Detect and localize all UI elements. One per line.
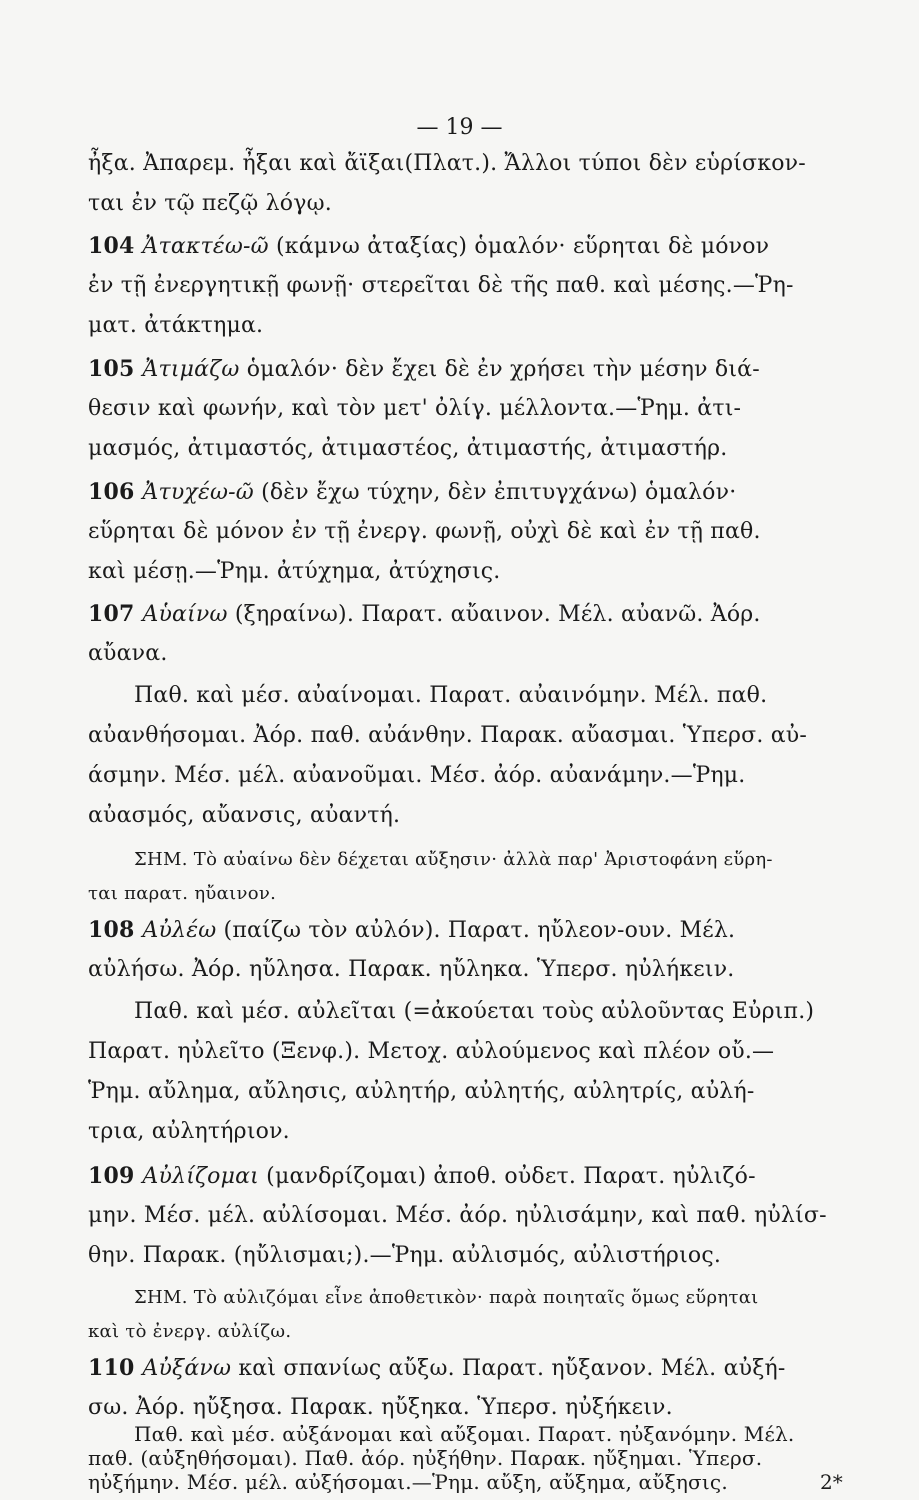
text-line: θην. Παρακ. (ηὔλισμαι;).—Ῥημ. αὐλισμός, αὐλιστήριος. — [88, 1243, 722, 1268]
text-line: Παθ. καὶ μέσ. αὐλεῖται (=ἀκούεται τοὺς αὐλοῦντας Εὐριπ.) — [134, 999, 815, 1024]
text-line: αὐασμός, αὔανσις, αὐαντή. — [88, 803, 401, 828]
entry-number: 105 — [88, 356, 143, 382]
entry-106: 106 Ἀτυχέω-ῶ (δὲν ἔχω τύχην, δὲν ἐπιτυγχάνω) ὁμαλόν· — [88, 479, 737, 505]
headword: Αὑαίνω — [142, 602, 228, 627]
text-line: ται ἐν τῷ πεζῷ λόγῳ. — [88, 191, 332, 216]
text-line: Παθ. καὶ μέσ. αὐξάνομαι καὶ αὔξομαι. Παρατ. ηὐξανόμην. Μέλ. — [134, 1422, 795, 1446]
text-line: τρια, αὐλητήριον. — [88, 1119, 290, 1144]
text-line: ἐν τῇ ἐνεργητικῇ φωνῇ· στερεῖται δὲ τῆς παθ. καὶ μέσης.—Ῥη- — [88, 273, 794, 298]
text-line: εὕρηται δὲ μόνον ἐν τῇ ἐνεργ. φωνῇ, οὐχὶ δὲ καὶ ἐν τῇ παθ. — [88, 519, 761, 544]
text-line: παθ. (αὐξηθήσομαι). Παθ. ἀόρ. ηὐξήθην. Παρακ. ηὔξημαι. Ὑπερσ. — [88, 1446, 763, 1470]
page-number: — 19 — — [416, 115, 503, 140]
text-line: καὶ μέσῃ.—Ῥημ. ἀτύχημα, ἀτύχησις. — [88, 559, 501, 584]
entry-number: 107 — [88, 601, 143, 627]
entry-110: 110 Αὐξάνω καὶ σπανίως αὔξω. Παρατ. ηὔξανον. Μέλ. αὐξή- — [88, 1355, 786, 1381]
text-line: ματ. ἀτάκτημα. — [88, 313, 264, 338]
headword: Ἀτιμάζω — [142, 357, 240, 382]
text-line: σω. Ἀόρ. ηὔξησα. Παρακ. ηὔξηκα. Ὑπερσ. ηὐξήκειν. — [88, 1395, 673, 1420]
text-line: μην. Μέσ. μέλ. αὐλίσομαι. Μέσ. ἀόρ. ηὐλισάμην, καὶ παθ. ηὐλίσ- — [88, 1203, 827, 1228]
text-line: μασμός, ἀτιμαστός, ἀτιμαστέος, ἀτιμαστής, ἀτιμαστήρ. — [88, 436, 728, 461]
text-line: Ῥημ. αὔλημα, αὔλησις, αὐλητήρ, αὐλητής, αὐλητρίς, αὐλή- — [88, 1079, 755, 1104]
headword: Ἀτυχέω-ῶ — [142, 480, 254, 505]
entry-number: 110 — [88, 1355, 143, 1381]
note-line: καὶ τὸ ἐνεργ. αὐλίζω. — [88, 1321, 292, 1342]
signature-mark: 2* — [820, 1470, 843, 1494]
entry-number: 104 — [88, 233, 143, 259]
headword: Αὐλέω — [142, 918, 217, 943]
text-line: αὐλήσω. Ἀόρ. ηὔλησα. Παρακ. ηὔληκα. Ὑπερσ. ηὐλήκειν. — [88, 957, 735, 982]
text-line: ηὐξήμην. Μέσ. μέλ. αὐξήσομαι.—Ῥημ. αὔξη, αὔξημα, αὔξησις. — [88, 1470, 728, 1494]
text-line: Παρατ. ηὐλεῖτο (Ξενφ.). Μετοχ. αὐλούμενος καὶ πλέον οὔ.— — [88, 1039, 775, 1064]
text-line: αὔανα. — [88, 641, 168, 666]
entry-104: 104 Ἀτακτέω-ῶ (κάμνω ἀταξίας) ὁμαλόν· εὕρηται δὲ μόνον — [88, 233, 770, 259]
entry-number: 106 — [88, 479, 143, 505]
headword: Ἀτακτέω-ῶ — [142, 234, 269, 259]
entry-number: 108 — [88, 917, 143, 943]
text-line: Παθ. καὶ μέσ. αὐαίνομαι. Παρατ. αὐαινόμην. Μέλ. παθ. — [134, 683, 768, 708]
entry-number: 109 — [88, 1163, 143, 1189]
entry-109: 109 Αὐλίζομαι (μανδρίζομαι) ἀποθ. οὐδετ. Παρατ. ηὐλιζό- — [88, 1163, 756, 1189]
headword: Αὐλίζομαι — [142, 1164, 259, 1189]
text-line: άσμην. Μέσ. μέλ. αὐανοῦμαι. Μέσ. ἀόρ. αὐανάμην.—Ῥημ. — [88, 763, 746, 788]
text-line: θεσιν καὶ φωνήν, καὶ τὸν μετ' ὀλίγ. μέλλοντα.—Ῥημ. ἀτι- — [88, 396, 742, 421]
text-line: αὐανθήσομαι. Ἀόρ. παθ. αὐάνθην. Παρακ. αὔασμαι. Ὑπερσ. αὐ- — [88, 723, 807, 748]
text-line: ἦξα. Ἀπαρεμ. ἦξαι καὶ ἄϊξαι(Πλατ.). Ἄλλοι τύποι δὲν εὑρίσκον- — [88, 151, 806, 176]
note-line: ΣΗΜ. Τὸ αὐλιζόμαι εἶνε ἀποθετικὸν· παρὰ ποιηταῖς ὅμως εὕρηται — [134, 1287, 759, 1308]
note-line: ται παρατ. ηὔαινον. — [88, 883, 277, 904]
entry-107: 107 Αὑαίνω (ξηραίνω). Παρατ. αὔαινον. Μέλ. αὐανῶ. Ἀόρ. — [88, 601, 761, 627]
note-line: ΣΗΜ. Τὸ αὐαίνω δὲν δέχεται αὔξησιν· ἀλλὰ παρ' Ἀριστοφάνη εὕρη- — [134, 849, 773, 870]
entry-105: 105 Ἀτιμάζω ὁμαλόν· δὲν ἔχει δὲ ἐν χρήσει τὴν μέσην διά- — [88, 356, 760, 382]
entry-108: 108 Αὐλέω (παίζω τὸν αὐλόν). Παρατ. ηὔλεον-ουν. Μέλ. — [88, 917, 736, 943]
headword: Αὐξάνω — [142, 1356, 232, 1381]
